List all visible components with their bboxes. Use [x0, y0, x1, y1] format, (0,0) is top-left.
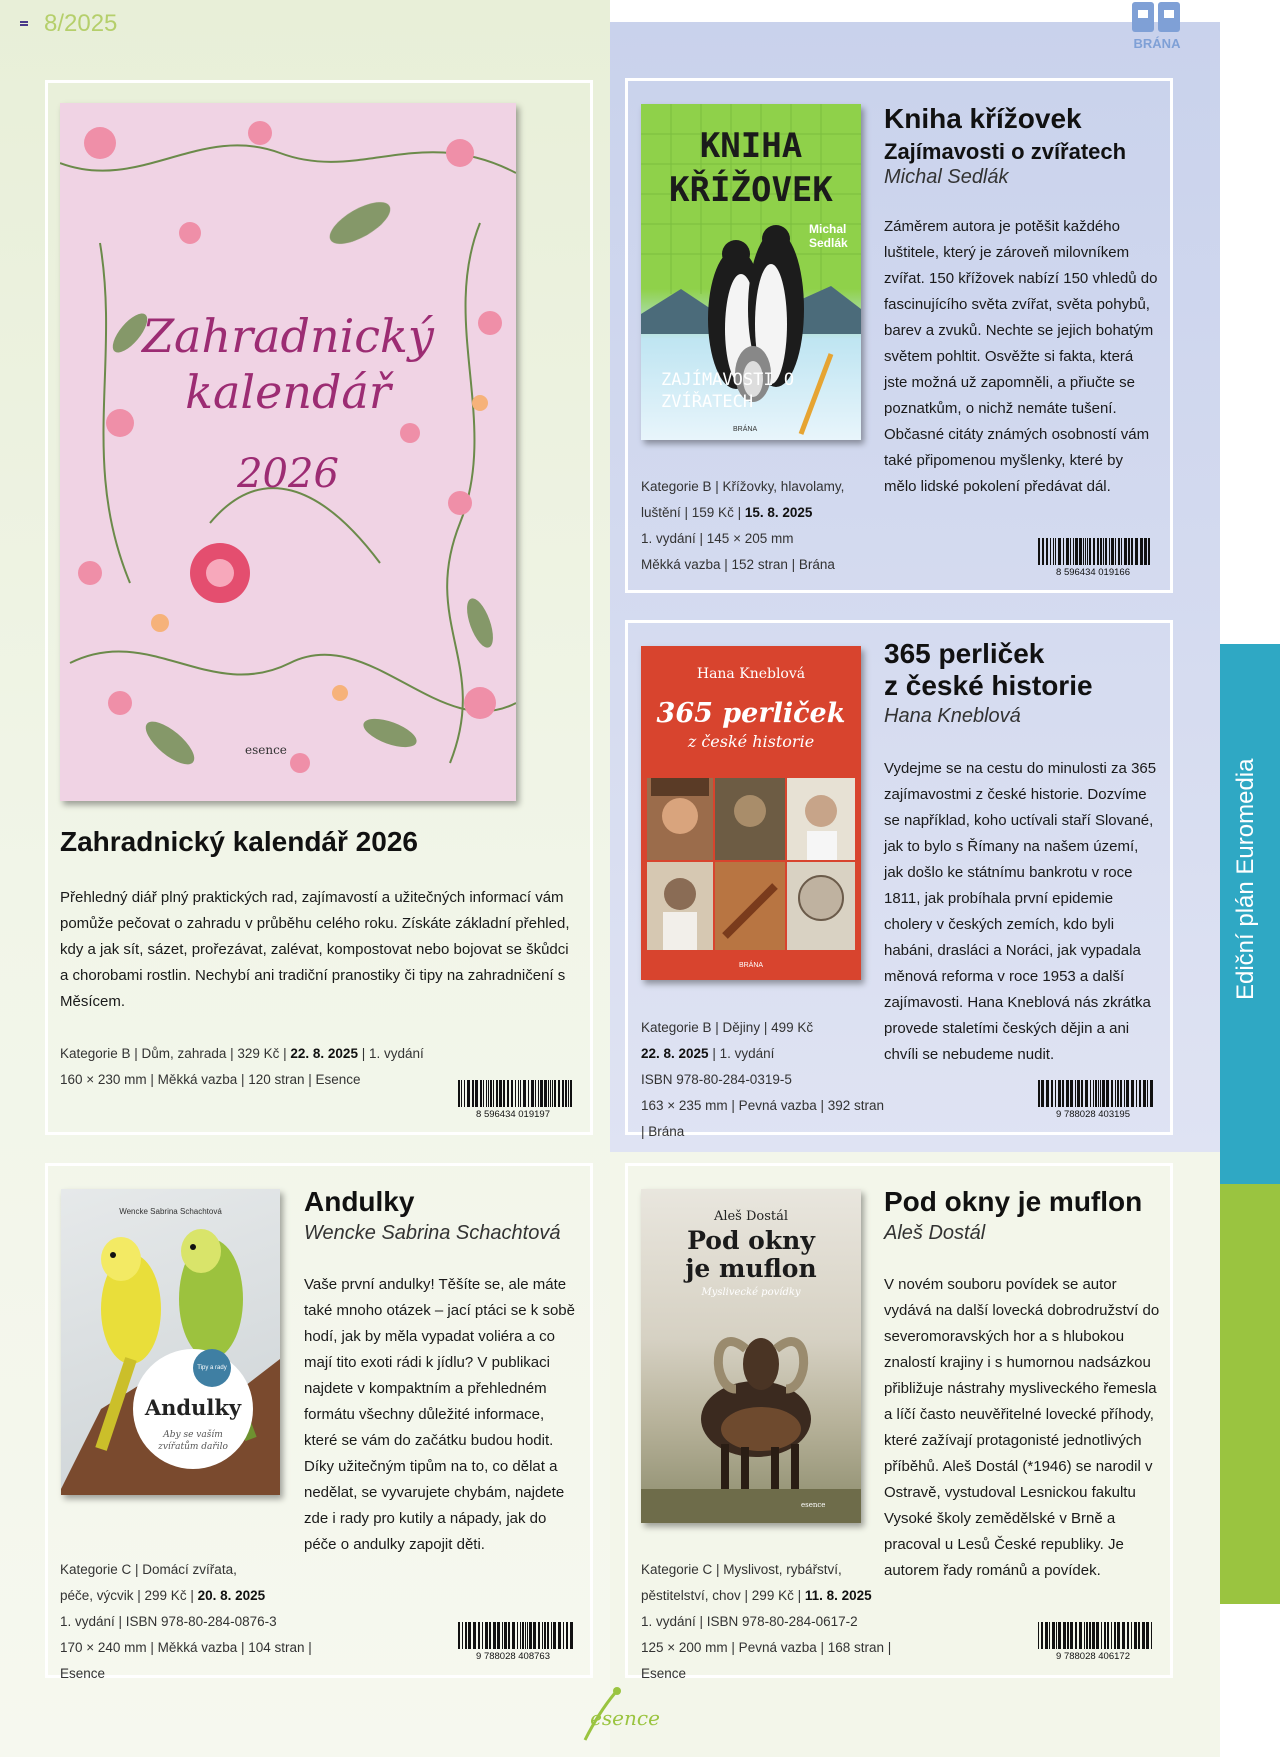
barcode-bar	[1066, 538, 1069, 565]
barcode-bar	[1092, 1622, 1095, 1649]
cover-kalendar-title: Zahradnický kalendář 2026	[142, 309, 434, 497]
barcode-bar	[1058, 1080, 1061, 1107]
side-tab-green	[1220, 1184, 1280, 1604]
barcode-bar	[531, 1080, 534, 1107]
andulky-meta-line4: 170 × 240 mm | Měkká vazba | 104 stran | Esence	[60, 1640, 312, 1681]
barcode-bar	[1147, 1080, 1148, 1107]
andulky-author: Wencke Sabrina Schachtová	[304, 1222, 561, 1244]
barcode-bar	[488, 1080, 489, 1107]
cover-muflon-imprint: esence	[801, 1501, 826, 1509]
cover-perlicky-imprint: BRÁNA	[738, 962, 764, 969]
barcode-bar	[1124, 538, 1127, 565]
barcode-bar	[1070, 1622, 1073, 1649]
barcode-bar	[1046, 1080, 1049, 1107]
barcode-bar	[1097, 538, 1099, 565]
barcode-bar	[1055, 1080, 1056, 1107]
svg-text:8 596434 019197: 8 596434 019197	[476, 1109, 550, 1118]
barcode-bar	[538, 1080, 539, 1107]
barcode-bar	[547, 1622, 549, 1649]
barcode-bar	[1150, 1080, 1153, 1107]
barcode-bar	[1131, 1622, 1132, 1649]
barcode-bar	[1144, 538, 1147, 565]
cover-perlicky-sub: z české historie	[687, 732, 815, 751]
barcode-bar	[489, 1622, 491, 1649]
esence-logo	[565, 1685, 675, 1745]
barcode-bar	[475, 1080, 478, 1107]
muflon-title: Pod okny je muflon	[884, 1186, 1143, 1217]
barcode-bar	[503, 1080, 505, 1107]
barcode-bar	[1051, 1080, 1053, 1107]
barcode-bar	[499, 1080, 502, 1107]
muflon-meta	[641, 1557, 901, 1687]
barcode-bar	[1100, 538, 1102, 565]
barcode-bar	[1070, 538, 1071, 565]
barcode-bar	[1077, 1080, 1080, 1107]
barcode-bar	[483, 1080, 484, 1107]
barcode-bar	[570, 1080, 572, 1107]
andulky-meta-line2: péče, výcvik | 299 Kč | 20. 8. 2025	[60, 1588, 266, 1603]
andulky-title: Andulky	[304, 1186, 415, 1217]
barcode-bar	[1046, 538, 1048, 565]
kalendar-meta-line1: Kategorie B | Dům, zahrada | 329 Kč | 22. 8. 2025 | 1. vydání	[60, 1046, 424, 1061]
barcode-bar	[493, 1622, 496, 1649]
barcode-perlicky	[1028, 1080, 1158, 1118]
barcode-bar	[1041, 1622, 1043, 1649]
svg-text:8 596434 019166: 8 596434 019166	[1056, 567, 1130, 576]
barcode-andulky	[448, 1622, 578, 1660]
barcode-bar	[480, 1080, 482, 1107]
barcode-bar	[493, 1080, 494, 1107]
muflon-meta-line4: 125 × 200 mm | Pevná vazba | 168 stran | Esence	[641, 1640, 892, 1681]
perlicky-meta-line2: 22. 8. 2025 | 1. vydání	[641, 1046, 775, 1061]
andulky-meta-line1: Kategorie C | Domácí zvířata,	[60, 1562, 237, 1577]
krizovky-description: Záměrem autora je potěšit každého luštitele, který je zároveň milovníkem zvířat. 150 křížovek nabízí 150 vhledů do fascinujícího světa zvířat, světa pohybů, barev a zvuků. Nechte se jejich bohatým světem pohltit. Osvěžte si fakta, která jste možná už zapomněli, a přiučte se poznatkům, o nichž nemáte tušení. Občasné citáty známých osobností vám také připomenou myšlenky, které by mělo lidské pokolení předávat dál.	[884, 218, 1158, 495]
barcode-bar	[551, 1622, 552, 1649]
barcode-bar	[1121, 538, 1122, 565]
barcode-bar	[1093, 1080, 1094, 1107]
barcode-bar	[462, 1622, 463, 1649]
barcode-krizovky	[1028, 538, 1158, 576]
barcode-bar	[512, 1622, 515, 1649]
barcode-bar	[1086, 1622, 1088, 1649]
cover-krizovky-author: Michal Sedlák	[809, 222, 848, 250]
barcode-bar	[468, 1622, 471, 1649]
barcode-bar	[1100, 1080, 1101, 1107]
barcode-bar	[507, 1080, 509, 1107]
barcode-bar	[552, 1080, 553, 1107]
barcode-bar	[1063, 538, 1064, 565]
barcode-bar	[458, 1080, 460, 1107]
barcode-bar	[1136, 1080, 1137, 1107]
barcode-bar	[1053, 538, 1054, 565]
krizovky-subtitle: Zajímavosti o zvířatech	[884, 139, 1127, 164]
barcode-bar	[565, 1080, 567, 1107]
barcode-bar	[527, 1622, 528, 1649]
barcode-bar	[473, 1622, 476, 1649]
barcode-bar	[496, 1080, 498, 1107]
muflon-meta-line1: Kategorie C | Myslivost, rybářství,	[641, 1562, 842, 1577]
barcode-bar	[562, 1080, 564, 1107]
cover-muflon	[641, 1189, 861, 1523]
barcode-bar	[490, 1080, 492, 1107]
barcode-bar	[1115, 1080, 1116, 1107]
barcode-bar	[528, 1080, 529, 1107]
barcode-bar	[522, 1622, 524, 1649]
barcode-bar	[1041, 1080, 1044, 1107]
perlicky-author: Hana Kneblová	[884, 705, 1021, 727]
barcode-bar	[544, 1080, 547, 1107]
barcode-bar	[520, 1080, 521, 1107]
barcode-bar	[1058, 538, 1061, 565]
brana-logo-text: BRÁNA	[1133, 36, 1181, 51]
barcode-bar	[1114, 1622, 1116, 1649]
perlicky-title: 365 perliček z české historie	[884, 638, 1093, 701]
barcode-bar	[1131, 1080, 1134, 1107]
barcode-bar	[1140, 538, 1143, 565]
barcode-bar	[1111, 1622, 1112, 1649]
kalendar-description: Přehledný diář plný praktických rad, zajímavostí a užitečných informací vám pomůže pečovat o zahradu v průběhu celého roku. Získáte základní přehled, kdy a jak sít, sázet, prořezávat, zalévat, kompostovat nebo bojovat se škůdci a chorobami rostlin. Nechybí ani tradiční pranostiky či tipy na zahradničení s Měsícem.	[60, 889, 570, 1010]
barcode-bar	[485, 1622, 488, 1649]
cover-krizovky	[641, 104, 861, 440]
barcode-bar	[1079, 1622, 1082, 1649]
perlicky-meta-line3: ISBN 978-80-284-0319-5	[641, 1072, 792, 1087]
andulky-meta	[60, 1557, 320, 1687]
andulky-description: Vaše první andulky! Těšíte se, ale máte také mnoho otázek – jací ptáci se k sobě hodí, jak by měla vypadat voliéra a co mají tito exoti rádi k jídlu? V publikaci najdete v kompaktním a přehledném formátu všechny důležité informace, které se vám do začátku budou hodit. Díky užitečným tipům na to, co dělat a nedělat, se vyvarujete chybám, najdete zde i rady pro kutily a nápady, jak do péče o andulky zapojit děti.	[304, 1276, 575, 1553]
barcode-bar	[540, 1080, 543, 1107]
barcode-bar	[1109, 538, 1110, 565]
barcode-bar	[1127, 1622, 1129, 1649]
page-number: 19	[1232, 1680, 1257, 1705]
barcode-bar	[502, 1622, 503, 1649]
barcode-bar	[1103, 538, 1104, 565]
barcode-bar	[517, 1622, 518, 1649]
kalendar-meta-line2: 160 × 230 mm | Měkká vazba | 120 stran | Esence	[60, 1072, 361, 1087]
barcode-bar	[508, 1622, 510, 1649]
barcode-bar	[1096, 1622, 1099, 1649]
cover-krizovky-imprint: BRÁNA	[733, 426, 758, 433]
esence-logo-text: esence	[590, 1706, 660, 1730]
cover-andulky-title: Andulky	[144, 1395, 242, 1420]
barcode-bar	[553, 1622, 556, 1649]
barcode-bar	[523, 1080, 526, 1107]
barcode-bar	[511, 1080, 513, 1107]
barcode-bar	[535, 1080, 536, 1107]
krizovky-meta-line2: luštění | 159 Kč | 15. 8. 2025	[641, 505, 813, 520]
barcode-bar	[1105, 538, 1107, 565]
muflon-description: V novém souboru povídek se autor vydává na další lovecká dobrodružství do severomoravských hor a s hlubokou znalostí krajiny i s humornou nadsázkou přibližuje nástrahy mysliveckého řemesla a líčí často neuvěřitelné lovecké příhody, které zažívají protagonisté jednotlivých příběhů. Aleš Dostál (*1946) se narodil v Ostravě, vystudoval Lesnickou fakultu Vysoké školy zemědělské v Brně a pracoval u Lesů České republiky. Je autorem řady románů a povídek.	[884, 1276, 1160, 1579]
barcode-bar	[1117, 1080, 1119, 1107]
cover-muflon-author: Aleš Dostál	[713, 1209, 789, 1224]
barcode-bar	[533, 1622, 536, 1649]
barcode-bar	[1120, 1080, 1122, 1107]
barcode-bar	[1084, 1622, 1085, 1649]
krizovky-meta-line1: Kategorie B | Křížovky, hlavolamy,	[641, 479, 845, 494]
cover-muflon-title: Pod okny je muflon	[685, 1226, 817, 1283]
barcode-bar	[1089, 1622, 1091, 1649]
portrait-collage-icon	[641, 646, 861, 980]
svg-text:9 788028 408763: 9 788028 408763	[476, 1651, 550, 1660]
barcode-bar	[515, 1080, 516, 1107]
barcode-bar	[554, 1080, 556, 1107]
barcode-bar	[1124, 1080, 1125, 1107]
barcode-bar	[520, 1622, 521, 1649]
barcode-bar	[566, 1622, 568, 1649]
barcode-bar	[482, 1622, 483, 1649]
barcode-bar	[563, 1622, 564, 1649]
barcode-bar	[538, 1622, 540, 1649]
barcode-bar	[1087, 538, 1088, 565]
barcode-bar	[1151, 1622, 1152, 1649]
barcode-bar	[465, 1622, 467, 1649]
barcode-bar	[1062, 1080, 1064, 1107]
barcode-bar	[548, 1080, 549, 1107]
barcode-bar	[1075, 1080, 1076, 1107]
muflon-meta-line3: 1. vydání | ISBN 978-80-284-0617-2	[641, 1614, 858, 1629]
barcode-bar	[1052, 1622, 1055, 1649]
side-label: Ediční plán Euromedia	[1232, 758, 1259, 1000]
barcode-kalendar	[448, 1080, 578, 1118]
barcode-bar	[1081, 1080, 1083, 1107]
barcode-bar	[1079, 538, 1082, 565]
cover-andulky-sub: Aby se vaším zvířatům dařilo	[158, 1430, 228, 1452]
barcode-bar	[1093, 538, 1095, 565]
barcode-bar	[1090, 1080, 1091, 1107]
barcode-bar	[1038, 1080, 1040, 1107]
barcode-bar	[1085, 538, 1086, 565]
barcode-bar	[568, 1080, 569, 1107]
barcode-bar	[1118, 538, 1120, 565]
barcode-bar	[1122, 1622, 1125, 1649]
barcode-bar	[1066, 1080, 1069, 1107]
barcode-bar	[1095, 1080, 1097, 1107]
barcode-bar	[478, 1622, 480, 1649]
krizovky-meta	[641, 474, 871, 578]
barcode-bar	[1083, 538, 1084, 565]
barcode-bar	[1045, 1622, 1048, 1649]
cover-perlicky	[641, 646, 861, 980]
perlicky-meta-line1: Kategorie B | Dějiny | 499 Kč	[641, 1020, 814, 1035]
barcode-bar	[461, 1080, 462, 1107]
barcode-bar	[1146, 1622, 1149, 1649]
barcode-bar	[1063, 1622, 1066, 1649]
barcode-bar	[1085, 1080, 1088, 1107]
issue-number: 8/2025	[20, 10, 117, 38]
barcode-bar	[458, 1622, 460, 1649]
barcode-bar	[558, 1080, 560, 1107]
barcode-bar	[570, 1622, 573, 1649]
barcode-bar	[1070, 1080, 1073, 1107]
brana-logo	[1130, 0, 1184, 52]
cover-perlicky-author: Hana Kneblová	[696, 666, 806, 682]
kalendar-title: Zahradnický kalendář 2026	[60, 826, 418, 857]
barcode-bar	[1098, 1080, 1099, 1107]
barcode-bar	[486, 1080, 487, 1107]
barcode-bar	[1117, 1622, 1120, 1649]
barcode-muflon	[1028, 1622, 1158, 1660]
barcode-bar	[518, 1080, 519, 1107]
cover-kalendar-imprint: esence	[245, 743, 287, 757]
cover-kalendar	[60, 103, 516, 801]
cover-andulky-author: Wencke Sabrina Schachtová	[119, 1207, 222, 1216]
perlicky-description: Vydejme se na cestu do minulosti za 365 zajímavostmi z české historie. Dozvíme se například, koho uctívali staří Slované, jak to bylo s Římany na našem území, jak došlo ke státnímu bankrotu v roce 1811, jak probíhala první epidemie cholery v českých zemích, kdo byli habáni, drasláci a Noráci, jak vypadala měnová reforma v roce 1953 a další zajímavosti. Hana Kneblová nás zkrátka provede staletími českých dějin a ani chvíli se nebudeme nudit.	[884, 760, 1157, 1063]
barcode-bar	[497, 1622, 500, 1649]
barcode-bar	[1134, 1622, 1137, 1649]
barcode-bar	[1107, 1622, 1109, 1649]
barcode-bar	[1135, 538, 1138, 565]
barcode-bar	[1126, 1080, 1129, 1107]
krizovky-meta-line3: 1. vydání | 145 × 205 mm	[641, 531, 794, 546]
barcode-bar	[1111, 538, 1114, 565]
krizovky-title: Kniha křížovek	[884, 103, 1082, 134]
barcode-bar	[525, 1622, 526, 1649]
barcode-bar	[1111, 1080, 1113, 1107]
muflon-author: Aleš Dostál	[884, 1222, 986, 1244]
barcode-bar	[1049, 1622, 1050, 1649]
barcode-bar	[1038, 538, 1040, 565]
barcode-bar	[1056, 1622, 1057, 1649]
barcode-bar	[1075, 538, 1078, 565]
barcode-bar	[1128, 538, 1130, 565]
krizovky-meta-line4: Měkká vazba | 152 stran | Brána	[641, 557, 835, 572]
menu-icon	[20, 24, 28, 26]
barcode-bar	[1131, 538, 1133, 565]
barcode-bar	[1101, 1622, 1102, 1649]
cover-krizovky-title: KNIHA KŘÍŽOVEK	[669, 126, 833, 210]
barcode-bar	[1104, 1622, 1106, 1649]
perlicky-meta	[641, 1015, 891, 1145]
barcode-bar	[1050, 538, 1051, 565]
barcode-bar	[1067, 1622, 1069, 1649]
cover-andulky	[61, 1189, 280, 1495]
barcode-bar	[1073, 538, 1074, 565]
barcode-bar	[464, 1080, 465, 1107]
barcode-bar	[1089, 538, 1091, 565]
cover-krizovky-sub: ZAJÍMAVOSTI O ZVÍŘATECH	[661, 370, 795, 412]
barcode-bar	[558, 1622, 561, 1649]
barcode-bar	[1139, 1080, 1141, 1107]
barcode-bar	[1102, 1080, 1105, 1107]
cover-andulky-badge: Tipy a rady	[193, 1349, 231, 1387]
mouflon-icon	[641, 1189, 861, 1523]
muflon-meta-line2: pěstitelství, chov | 299 Kč | 11. 8. 2025	[641, 1588, 872, 1603]
svg-text:9 788028 403195: 9 788028 403195	[1056, 1109, 1130, 1118]
barcode-bar	[1148, 538, 1150, 565]
barcode-bar	[472, 1080, 474, 1107]
barcode-bar	[1143, 1080, 1146, 1107]
andulky-meta-line3: 1. vydání | ISBN 978-80-284-0876-3	[60, 1614, 277, 1629]
krizovky-author: Michal Sedlák	[884, 166, 1009, 188]
svg-text:9 788028 406172: 9 788028 406172	[1056, 1651, 1130, 1660]
barcode-bar	[529, 1622, 532, 1649]
cover-muflon-sub: Myslivecké povídky	[701, 1287, 801, 1298]
barcode-bar	[1058, 1622, 1061, 1649]
barcode-bar	[1055, 538, 1056, 565]
barcode-bar	[1115, 538, 1116, 565]
barcode-bar	[504, 1622, 507, 1649]
barcode-bar	[544, 1622, 546, 1649]
barcode-bar	[1038, 1622, 1039, 1649]
barcode-bar	[550, 1080, 551, 1107]
barcode-bar	[1106, 1080, 1109, 1107]
barcode-bar	[1142, 1622, 1145, 1649]
barcode-bar	[1042, 538, 1044, 565]
barcode-bar	[542, 1622, 543, 1649]
perlicky-meta-line4: 163 × 235 mm | Pevná vazba | 392 stran | Brána	[641, 1098, 885, 1139]
barcode-bar	[1138, 1622, 1140, 1649]
barcode-bar	[1075, 1622, 1077, 1649]
cover-perlicky-title: 365 perliček	[656, 698, 846, 729]
barcode-bar	[467, 1080, 470, 1107]
